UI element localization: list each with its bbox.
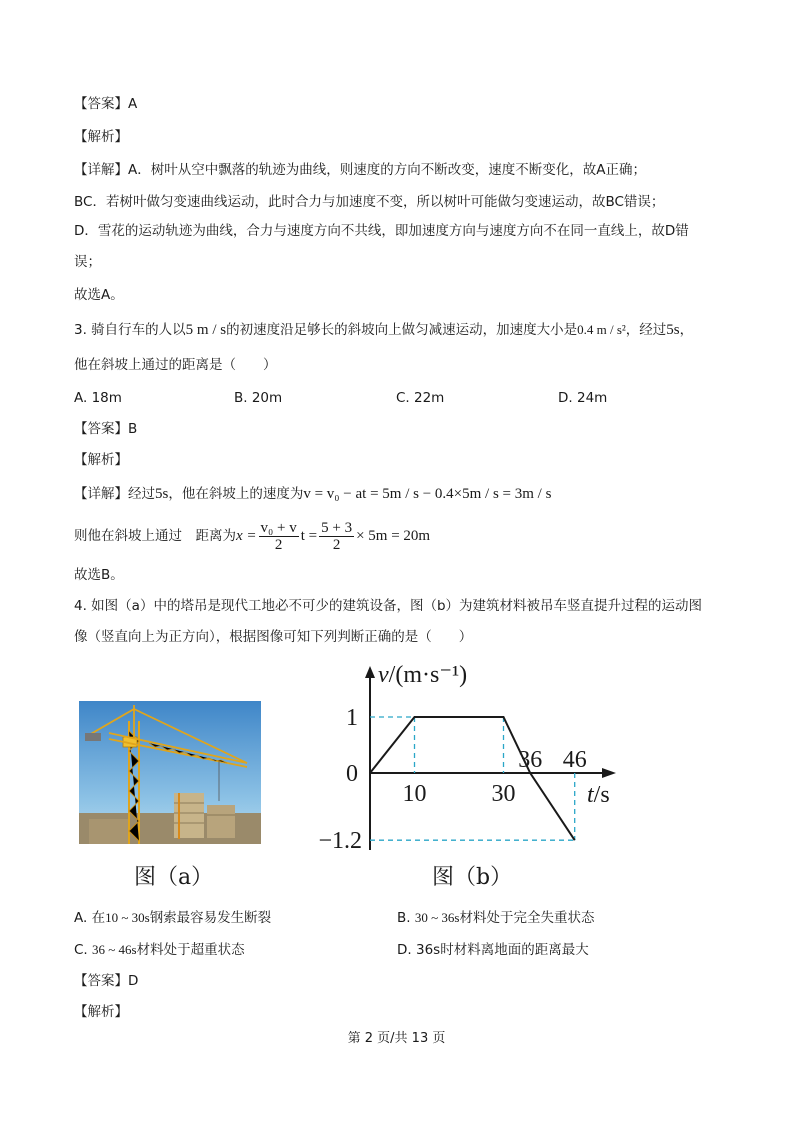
- q3-option-a: A. 18m: [74, 390, 122, 406]
- x-tick-label: 36: [518, 747, 543, 773]
- tower-crane-photo: [79, 701, 261, 844]
- q2-detail-d-1: D．雪花的运动轨迹为曲线，合力与速度方向不共线，即加速度方向与速度方向不在同一直线上，故D错: [74, 223, 689, 239]
- time-range: 30 ~ 36s: [414, 910, 460, 925]
- q3-stem-line-1: [74, 321, 693, 339]
- y-axis-arrow: [365, 666, 375, 678]
- velocity-time-graph: [300, 650, 630, 855]
- option-label: B.: [397, 910, 411, 926]
- q3-time: 5s: [666, 322, 680, 338]
- q3-analysis-tag: 【解析】: [74, 452, 128, 468]
- x-tick-label: 30: [491, 781, 516, 807]
- q3-stem-text: ，经过: [625, 322, 667, 338]
- q4-option-c: [74, 941, 245, 959]
- q4-stem-line-1: 4. 如图（a）中的塔吊是现代工地必不可少的建筑设备，图（b）为建筑材料被吊车竖直提升过程的运动图: [74, 598, 703, 614]
- q4-answer-line: [74, 972, 138, 990]
- q4-option-d: D. 36s时材料离地面的距离最大: [397, 942, 589, 958]
- detail-text: 则他在斜坡上通过 距离为: [74, 528, 236, 544]
- q2-answer-line: [74, 95, 137, 113]
- q3-acceleration: 0.4 m / s²: [577, 322, 626, 337]
- fraction-numeric: [319, 520, 354, 553]
- q2-detail-bc: BC．若树叶做匀变速曲线运动，此时合力与加速度不变，所以树叶可能做匀变速运动，故BC错误；: [74, 194, 665, 210]
- q4-option-b: [397, 909, 594, 927]
- detail-tag: 【详解】: [74, 486, 128, 502]
- q2-analysis-tag: 【解析】: [74, 129, 128, 145]
- fraction-numerator: 5 + 3: [321, 519, 353, 536]
- distance-equation-lhs: x =: [236, 528, 257, 544]
- q3-initial-velocity: 5 m / s: [185, 322, 227, 338]
- detail-text: A．树叶从空中飘落的轨迹为曲线，则速度的方向不断改变，速度不断变化，故A正确；: [128, 162, 646, 178]
- option-text: 材料处于完全失重状态: [459, 910, 595, 926]
- answer-value: B: [128, 421, 138, 437]
- q3-answer-line: [74, 420, 137, 438]
- detail-tag: 【详解】: [74, 162, 128, 178]
- q2-detail-a: [74, 161, 646, 179]
- q2-conclusion: 故选A。: [74, 287, 124, 303]
- answer-tag: 【答案】: [74, 421, 128, 437]
- y-tick-label: −1.2: [318, 828, 362, 855]
- x-axis-label: t/s: [587, 782, 610, 808]
- q3-detail-time: 5s: [155, 486, 169, 502]
- x-axis-arrow: [602, 768, 616, 778]
- q3-stem-text: 的初速度沿足够长的斜坡向上做匀减速运动，加速度大小是: [226, 322, 578, 338]
- figure-a-caption: 图（a）: [134, 865, 214, 890]
- q3-stem-text: ，: [679, 322, 694, 338]
- option-text: 材料处于超重状态: [136, 942, 245, 958]
- distance-equation-mid: t =: [300, 528, 318, 544]
- page-footer: 第 2 页/共 13 页: [347, 1031, 446, 1046]
- detail-text: ，他在斜坡上的速度为: [168, 486, 304, 502]
- q4-option-a: [74, 909, 271, 927]
- q3-option-d: D. 24m: [558, 390, 608, 406]
- q4-stem-line-2: 像（竖直向上为正方向），根据图像可知下列判断正确的是（ ）: [74, 629, 473, 645]
- answer-tag: 【答案】: [74, 96, 128, 112]
- time-range: 36 ~ 46s: [92, 942, 137, 957]
- option-text: 钢索最容易发生断裂: [149, 910, 272, 926]
- q3-option-c: C. 22m: [396, 390, 445, 406]
- y-tick-label: 1: [346, 705, 358, 731]
- y-tick-label: 0: [346, 761, 358, 787]
- q4-analysis-tag: 【解析】: [74, 1004, 128, 1020]
- x-tick-label: 46: [562, 747, 587, 773]
- velocity-equation: v = v₀ − at = 5m / s − 0.4×5m / s = 3m / s: [303, 486, 552, 502]
- x-tick-label: 10: [402, 781, 427, 807]
- option-label: A. 在: [74, 910, 106, 926]
- velocity-series-line: [370, 717, 575, 840]
- y-axis-label: v/(m·s⁻¹): [378, 662, 468, 688]
- answer-value: A: [128, 96, 138, 112]
- q3-detail-line-1: [74, 485, 551, 503]
- fraction-numerator: v₀ + v: [260, 519, 297, 536]
- fraction-denominator: 2: [332, 536, 341, 553]
- detail-text: 经过: [128, 486, 155, 502]
- q3-stem-text: 3. 骑自行车的人以: [74, 322, 186, 338]
- q3-detail-line-2: [74, 519, 430, 553]
- fraction-denominator: 2: [274, 536, 283, 553]
- q3-option-b: B. 20m: [234, 390, 283, 406]
- distance-equation-rhs: × 5m = 20m: [356, 528, 431, 544]
- time-range: 10 ~ 30s: [105, 910, 150, 925]
- q3-stem-line-2: 他在斜坡上通过的距离是（ ）: [74, 357, 277, 373]
- option-label: C.: [74, 942, 88, 958]
- q3-conclusion: 故选B。: [74, 567, 124, 583]
- answer-value: D: [128, 973, 139, 989]
- figure-b-caption: 图（b）: [432, 865, 513, 890]
- q2-detail-d-2: 误；: [74, 254, 101, 270]
- fraction-average-velocity: [259, 520, 299, 553]
- answer-tag: 【答案】: [74, 973, 128, 989]
